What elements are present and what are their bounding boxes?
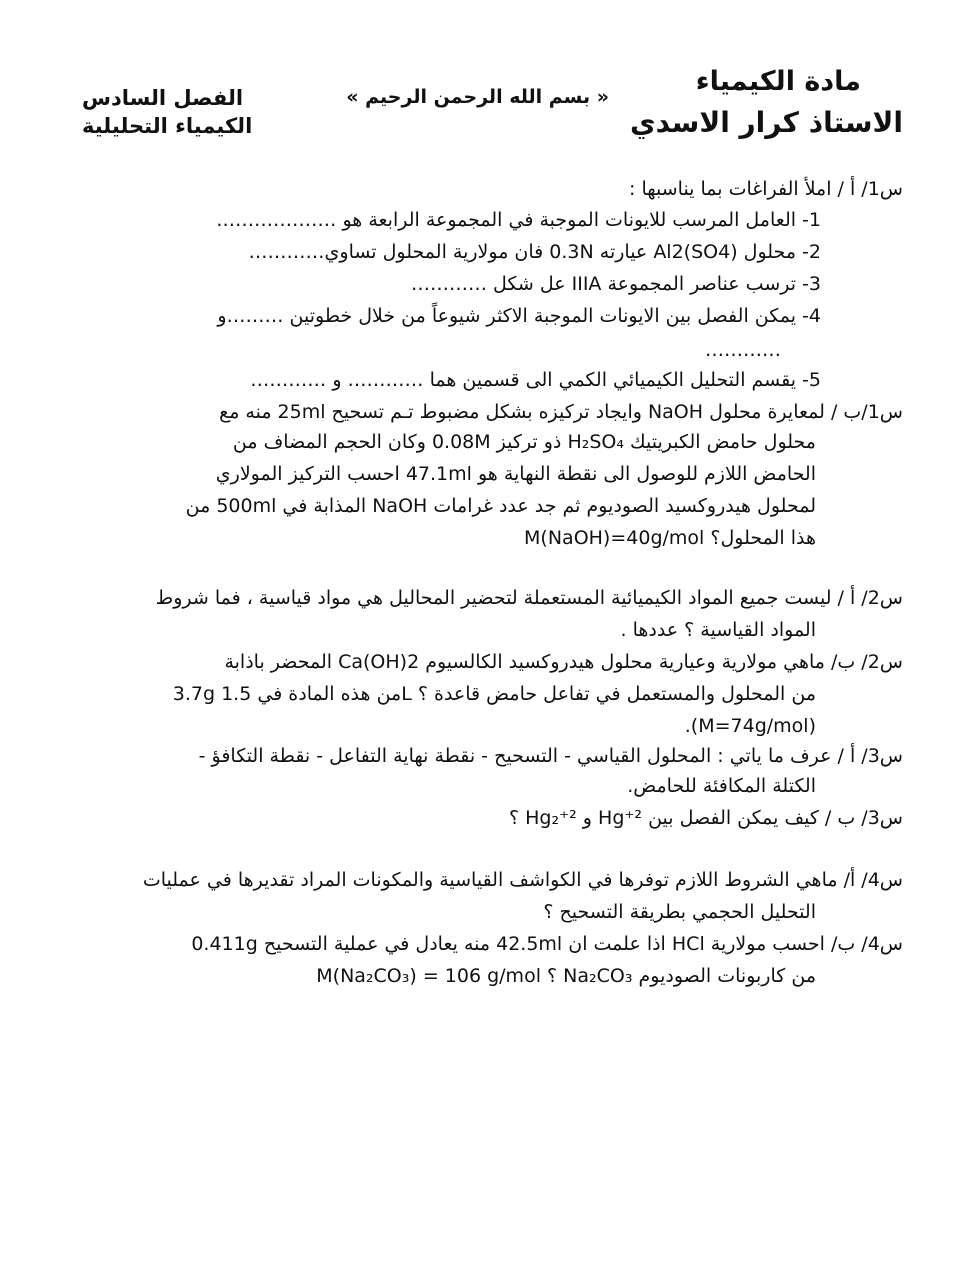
q1a-item1: 1- العامل المرسب للايونات الموجبة في المجموعة الرابعة هو ………………. bbox=[216, 209, 821, 231]
q1a-intro: س1/ أ / املأ الفراغات بما يناسبها : bbox=[629, 178, 903, 200]
q3b-line1: س3/ ب / كيف يمكن الفصل بين Hg⁺² و Hg₂⁺² ؟ bbox=[509, 807, 903, 829]
chapter-label: الفصل السادس bbox=[82, 86, 244, 110]
q1a-item4-cont: ………… bbox=[705, 339, 781, 361]
q3a-line1: س3/ أ / عرف ما ياتي : المحلول القياسي - التسحيح - نقطة نهاية التفاعل - نقطة التكافؤ - bbox=[198, 745, 903, 767]
q1b-line5: هذا المحلول؟ M(NaOH)=40g/mol bbox=[524, 527, 816, 549]
q1b-line3: الحامض اللازم للوصول الى نقطة النهاية هو 47.1ml احسب التركيز المولاري bbox=[215, 463, 816, 485]
teacher-name: الاستاذ كرار الاسدي bbox=[629, 106, 903, 139]
q2b-line1: س2/ ب/ ماهي مولارية وعيارية محلول هيدروكسيد الكالسيوم Ca(OH)2 المحضر باذابة bbox=[224, 651, 903, 673]
q1a-item5: 5- يقسم التحليل الكيميائي الكمي الى قسمين هما ………… و ………… bbox=[250, 369, 821, 391]
q1a-item4: 4- يمكن الفصل بين الايونات الموجبة الاكثر شيوعاً من خلال خطوتين ………و bbox=[217, 305, 821, 327]
q2a-line1: س2/ أ / ليست جميع المواد الكيميائية المستعملة لتحضير المحاليل هي مواد قياسية ، فما شروط bbox=[155, 587, 903, 609]
q4b-line1: س4/ ب/ احسب مولارية HCl اذا علمت ان 42.5ml منه يعادل في عملية التسحيح 0.411g bbox=[191, 933, 903, 955]
q1a-item2: 2- محلول Al2(SO4) عيارته 0.3N فان مولارية المحلول تساوي………… bbox=[248, 241, 821, 263]
q2b-line3: .(M=74g/mol) bbox=[684, 715, 816, 737]
basmala: « بسم الله الرحمن الرحيم » bbox=[346, 86, 609, 108]
q1b-line4: لمحلول هيدروكسيد الصوديوم ثم جد عدد غرامات NaOH المذابة في 500ml من bbox=[185, 495, 816, 517]
q1b-line1: س1/ب / لمعايرة محلول NaOH وايجاد تركيزه بشكل مضبوط تـم تسحيح 25ml منه مع bbox=[219, 401, 903, 423]
topic-label: الكيمياء التحليلية bbox=[82, 114, 253, 138]
q4a-line1: س4/ أ/ ماهي الشروط اللازم توفرها في الكواشف القياسية والمكونات المراد تقديرها في عمليات bbox=[142, 869, 903, 891]
q2a-line2: المواد القياسية ؟ عددها . bbox=[620, 619, 816, 641]
q1b-line2: محلول حامض الكبريتيك H₂SO₄ ذو تركيز 0.08M وكان الحجم المضاف من bbox=[232, 431, 816, 453]
q2b-line2: 3.7g من هذه المادة في 1.5L من المحلول والمستعمل في تفاعل حامض قاعدة ؟ bbox=[172, 683, 816, 705]
q4a-line2: التحليل الحجمي بطريقة التسحيح ؟ bbox=[543, 901, 816, 923]
q1a-item3: 3- ترسب عناصر المجموعة IIIA عل شكل ………… bbox=[410, 273, 821, 295]
q3a-line2: الكتلة المكافئة للحامض. bbox=[627, 775, 816, 797]
q4b-line2: من كاربونات الصوديوم Na₂CO₃ ؟ M(Na₂CO₃) = 106 g/mol bbox=[316, 965, 816, 987]
subject-title: مادة الكيمياء bbox=[695, 66, 861, 97]
